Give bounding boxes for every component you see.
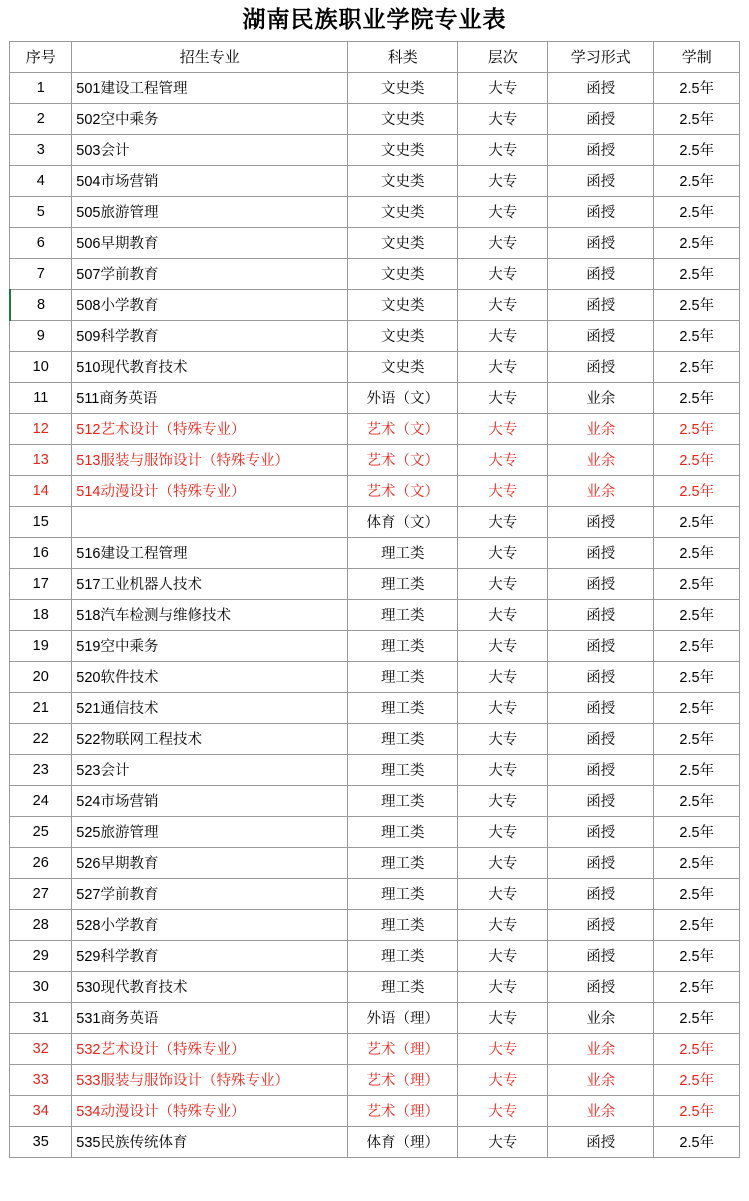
cell-duration: 2.5年 — [654, 785, 740, 816]
cell-index: 13 — [10, 444, 72, 475]
cell-study-form: 函授 — [548, 289, 654, 320]
table-row — [10, 785, 740, 816]
cell-major: 518汽车检测与维修技术 — [72, 599, 348, 630]
cell-study-form: 业余 — [548, 1002, 654, 1033]
cell-study-form: 函授 — [548, 537, 654, 568]
cell-duration: 2.5年 — [654, 134, 740, 165]
cell-study-form: 函授 — [548, 165, 654, 196]
cell-duration: 2.5年 — [654, 227, 740, 258]
cell-study-form: 函授 — [548, 909, 654, 940]
cell-major: 508小学教育 — [72, 289, 348, 320]
cell-index: 10 — [10, 351, 72, 382]
table-row — [10, 165, 740, 196]
cell-major: 530现代教育技术 — [72, 971, 348, 1002]
cell-level: 大专 — [458, 134, 548, 165]
cell-category: 体育（理） — [348, 1126, 458, 1157]
cell-category: 理工类 — [348, 692, 458, 723]
table-row — [10, 847, 740, 878]
cell-duration: 2.5年 — [654, 103, 740, 134]
table-header — [10, 41, 740, 72]
cell-major: 535民族传统体育 — [72, 1126, 348, 1157]
cell-major — [72, 506, 348, 537]
cell-level: 大专 — [458, 72, 548, 103]
cell-index: 17 — [10, 568, 72, 599]
cell-category: 理工类 — [348, 630, 458, 661]
cell-major: 526早期教育 — [72, 847, 348, 878]
cell-major: 501建设工程管理 — [72, 72, 348, 103]
cell-duration: 2.5年 — [654, 692, 740, 723]
cell-duration: 2.5年 — [654, 661, 740, 692]
cell-category: 理工类 — [348, 971, 458, 1002]
cell-study-form: 函授 — [548, 816, 654, 847]
cell-index: 1 — [10, 72, 72, 103]
cell-major: 520软件技术 — [72, 661, 348, 692]
cell-level: 大专 — [458, 847, 548, 878]
cell-level: 大专 — [458, 475, 548, 506]
cell-category: 外语（理） — [348, 1002, 458, 1033]
cell-index: 22 — [10, 723, 72, 754]
cell-index: 6 — [10, 227, 72, 258]
table-row — [10, 661, 740, 692]
cell-category: 理工类 — [348, 785, 458, 816]
cell-category: 文史类 — [348, 134, 458, 165]
cell-category: 艺术（理） — [348, 1064, 458, 1095]
cell-duration: 2.5年 — [654, 630, 740, 661]
cell-major: 524市场营销 — [72, 785, 348, 816]
cell-index: 20 — [10, 661, 72, 692]
cell-major: 529科学教育 — [72, 940, 348, 971]
cell-study-form: 业余 — [548, 382, 654, 413]
table-row — [10, 537, 740, 568]
cell-category: 文史类 — [348, 227, 458, 258]
table-header-row — [10, 41, 740, 72]
cell-major: 512艺术设计（特殊专业） — [72, 413, 348, 444]
cell-major: 531商务英语 — [72, 1002, 348, 1033]
cell-category: 文史类 — [348, 103, 458, 134]
cell-study-form: 业余 — [548, 1064, 654, 1095]
cell-duration: 2.5年 — [654, 1126, 740, 1157]
cell-study-form: 函授 — [548, 847, 654, 878]
cell-duration: 2.5年 — [654, 475, 740, 506]
cell-index: 18 — [10, 599, 72, 630]
table-row — [10, 258, 740, 289]
column-header-index: 序号 — [10, 41, 72, 72]
table-row — [10, 692, 740, 723]
cell-level: 大专 — [458, 444, 548, 475]
table-row — [10, 1095, 740, 1126]
column-header-major: 招生专业 — [72, 41, 348, 72]
cell-study-form: 函授 — [548, 351, 654, 382]
cell-index: 14 — [10, 475, 72, 506]
cell-level: 大专 — [458, 258, 548, 289]
cell-category: 理工类 — [348, 599, 458, 630]
cell-level: 大专 — [458, 692, 548, 723]
cell-duration: 2.5年 — [654, 568, 740, 599]
cell-index: 32 — [10, 1033, 72, 1064]
table-row — [10, 475, 740, 506]
cell-category: 文史类 — [348, 72, 458, 103]
cell-duration: 2.5年 — [654, 754, 740, 785]
cell-major: 525旅游管理 — [72, 816, 348, 847]
cell-category: 文史类 — [348, 289, 458, 320]
cell-study-form: 函授 — [548, 971, 654, 1002]
cell-study-form: 函授 — [548, 878, 654, 909]
table-row — [10, 1126, 740, 1157]
cell-index: 24 — [10, 785, 72, 816]
cell-category: 艺术（理） — [348, 1033, 458, 1064]
cell-major: 502空中乘务 — [72, 103, 348, 134]
cell-index: 31 — [10, 1002, 72, 1033]
cell-study-form: 业余 — [548, 1033, 654, 1064]
table-row — [10, 754, 740, 785]
cell-duration: 2.5年 — [654, 723, 740, 754]
cell-duration: 2.5年 — [654, 320, 740, 351]
cell-index: 7 — [10, 258, 72, 289]
cell-index: 26 — [10, 847, 72, 878]
cell-category: 理工类 — [348, 816, 458, 847]
cell-category: 艺术（文） — [348, 475, 458, 506]
cell-study-form: 业余 — [548, 444, 654, 475]
majors-table — [9, 41, 741, 1158]
cell-category: 文史类 — [348, 351, 458, 382]
table-row — [10, 568, 740, 599]
cell-study-form: 函授 — [548, 227, 654, 258]
cell-study-form: 函授 — [548, 692, 654, 723]
cell-category: 理工类 — [348, 661, 458, 692]
cell-index: 5 — [10, 196, 72, 227]
table-row — [10, 878, 740, 909]
cell-level: 大专 — [458, 1064, 548, 1095]
column-header-level: 层次 — [458, 41, 548, 72]
cell-duration: 2.5年 — [654, 940, 740, 971]
cell-study-form: 函授 — [548, 754, 654, 785]
cell-major: 519空中乘务 — [72, 630, 348, 661]
cell-category: 文史类 — [348, 320, 458, 351]
cell-category: 理工类 — [348, 537, 458, 568]
cell-index: 33 — [10, 1064, 72, 1095]
cell-level: 大专 — [458, 661, 548, 692]
table-row — [10, 227, 740, 258]
cell-level: 大专 — [458, 413, 548, 444]
cell-index: 34 — [10, 1095, 72, 1126]
cell-duration: 2.5年 — [654, 847, 740, 878]
cell-study-form: 业余 — [548, 1095, 654, 1126]
table-row — [10, 971, 740, 1002]
cell-category: 理工类 — [348, 847, 458, 878]
cell-index: 23 — [10, 754, 72, 785]
cell-level: 大专 — [458, 568, 548, 599]
cell-duration: 2.5年 — [654, 537, 740, 568]
cell-index: 27 — [10, 878, 72, 909]
cell-level: 大专 — [458, 971, 548, 1002]
table-row — [10, 909, 740, 940]
cell-duration: 2.5年 — [654, 289, 740, 320]
cell-category: 文史类 — [348, 165, 458, 196]
cell-index: 29 — [10, 940, 72, 971]
table-row — [10, 103, 740, 134]
table-row — [10, 196, 740, 227]
cell-duration: 2.5年 — [654, 1002, 740, 1033]
cell-level: 大专 — [458, 506, 548, 537]
cell-category: 外语（文） — [348, 382, 458, 413]
cell-category: 体育（文） — [348, 506, 458, 537]
cell-category: 理工类 — [348, 878, 458, 909]
cell-major: 507学前教育 — [72, 258, 348, 289]
cell-level: 大专 — [458, 723, 548, 754]
table-row — [10, 289, 740, 320]
cell-major: 532艺术设计（特殊专业） — [72, 1033, 348, 1064]
cell-duration: 2.5年 — [654, 382, 740, 413]
cell-category: 理工类 — [348, 723, 458, 754]
cell-major: 511商务英语 — [72, 382, 348, 413]
cell-major: 514动漫设计（特殊专业） — [72, 475, 348, 506]
cell-index: 9 — [10, 320, 72, 351]
cell-index: 16 — [10, 537, 72, 568]
cell-major: 509科学教育 — [72, 320, 348, 351]
cell-study-form: 函授 — [548, 506, 654, 537]
cell-index: 4 — [10, 165, 72, 196]
cell-study-form: 函授 — [548, 196, 654, 227]
cell-level: 大专 — [458, 227, 548, 258]
cell-major: 523会计 — [72, 754, 348, 785]
cell-level: 大专 — [458, 785, 548, 816]
cell-major: 517工业机器人技术 — [72, 568, 348, 599]
table-row — [10, 134, 740, 165]
cell-study-form: 函授 — [548, 785, 654, 816]
cell-major: 504市场营销 — [72, 165, 348, 196]
cell-duration: 2.5年 — [654, 165, 740, 196]
cell-level: 大专 — [458, 1002, 548, 1033]
column-header-duration: 学制 — [654, 41, 740, 72]
cell-level: 大专 — [458, 1033, 548, 1064]
cell-study-form: 函授 — [548, 320, 654, 351]
column-header-study-form: 学习形式 — [548, 41, 654, 72]
table-row — [10, 382, 740, 413]
cell-duration: 2.5年 — [654, 816, 740, 847]
table-row — [10, 1064, 740, 1095]
cell-level: 大专 — [458, 289, 548, 320]
cell-index: 21 — [10, 692, 72, 723]
cell-category: 文史类 — [348, 196, 458, 227]
cell-category: 理工类 — [348, 754, 458, 785]
cell-major: 522物联网工程技术 — [72, 723, 348, 754]
cell-duration: 2.5年 — [654, 258, 740, 289]
table-row — [10, 599, 740, 630]
cell-major: 533服装与服饰设计（特殊专业） — [72, 1064, 348, 1095]
cell-study-form: 函授 — [548, 630, 654, 661]
cell-index: 28 — [10, 909, 72, 940]
cell-study-form: 函授 — [548, 103, 654, 134]
column-header-category: 科类 — [348, 41, 458, 72]
cell-major: 510现代教育技术 — [72, 351, 348, 382]
cell-level: 大专 — [458, 351, 548, 382]
cell-index: 35 — [10, 1126, 72, 1157]
cell-level: 大专 — [458, 537, 548, 568]
cell-study-form: 函授 — [548, 723, 654, 754]
cell-study-form: 函授 — [548, 1126, 654, 1157]
table-row — [10, 506, 740, 537]
cell-duration: 2.5年 — [654, 72, 740, 103]
cell-level: 大专 — [458, 909, 548, 940]
cell-major: 528小学教育 — [72, 909, 348, 940]
cell-duration: 2.5年 — [654, 1033, 740, 1064]
cell-level: 大专 — [458, 878, 548, 909]
cell-level: 大专 — [458, 940, 548, 971]
cell-category: 艺术（文） — [348, 413, 458, 444]
table-row — [10, 1002, 740, 1033]
cell-duration: 2.5年 — [654, 444, 740, 475]
table-row — [10, 630, 740, 661]
cell-category: 艺术（文） — [348, 444, 458, 475]
cell-duration: 2.5年 — [654, 506, 740, 537]
cell-duration: 2.5年 — [654, 971, 740, 1002]
cell-duration: 2.5年 — [654, 599, 740, 630]
cell-category: 理工类 — [348, 909, 458, 940]
cell-study-form: 函授 — [548, 661, 654, 692]
cell-index: 25 — [10, 816, 72, 847]
cell-level: 大专 — [458, 382, 548, 413]
cell-index: 12 — [10, 413, 72, 444]
cell-duration: 2.5年 — [654, 413, 740, 444]
table-row — [10, 723, 740, 754]
table-row — [10, 1033, 740, 1064]
cell-level: 大专 — [458, 599, 548, 630]
cell-study-form: 函授 — [548, 599, 654, 630]
cell-duration: 2.5年 — [654, 196, 740, 227]
table-row — [10, 72, 740, 103]
cell-major: 513服装与服饰设计（特殊专业） — [72, 444, 348, 475]
table-row — [10, 413, 740, 444]
cell-index: 8 — [10, 289, 72, 320]
cell-category: 理工类 — [348, 940, 458, 971]
cell-level: 大专 — [458, 816, 548, 847]
table-row — [10, 351, 740, 382]
cell-study-form: 业余 — [548, 413, 654, 444]
cell-index: 15 — [10, 506, 72, 537]
cell-study-form: 业余 — [548, 475, 654, 506]
cell-level: 大专 — [458, 754, 548, 785]
cell-study-form: 函授 — [548, 258, 654, 289]
cell-major: 534动漫设计（特殊专业） — [72, 1095, 348, 1126]
cell-category: 文史类 — [348, 258, 458, 289]
cell-major: 505旅游管理 — [72, 196, 348, 227]
cell-duration: 2.5年 — [654, 351, 740, 382]
cell-study-form: 函授 — [548, 134, 654, 165]
cell-duration: 2.5年 — [654, 878, 740, 909]
cell-level: 大专 — [458, 103, 548, 134]
cell-category: 艺术（理） — [348, 1095, 458, 1126]
table-row — [10, 940, 740, 971]
cell-level: 大专 — [458, 1126, 548, 1157]
cell-major: 516建设工程管理 — [72, 537, 348, 568]
cell-index: 30 — [10, 971, 72, 1002]
cell-level: 大专 — [458, 165, 548, 196]
table-row — [10, 320, 740, 351]
cell-index: 2 — [10, 103, 72, 134]
cell-major: 521通信技术 — [72, 692, 348, 723]
cell-level: 大专 — [458, 1095, 548, 1126]
cell-major: 503会计 — [72, 134, 348, 165]
cell-index: 11 — [10, 382, 72, 413]
table-row — [10, 444, 740, 475]
cell-index: 3 — [10, 134, 72, 165]
page-title: 湖南民族职业学院专业表 — [242, 6, 507, 33]
cell-duration: 2.5年 — [654, 1064, 740, 1095]
cell-level: 大专 — [458, 320, 548, 351]
cell-level: 大专 — [458, 196, 548, 227]
cell-duration: 2.5年 — [654, 1095, 740, 1126]
cell-major: 506早期教育 — [72, 227, 348, 258]
table-row — [10, 816, 740, 847]
cell-study-form: 函授 — [548, 940, 654, 971]
cell-study-form: 函授 — [548, 568, 654, 599]
cell-index: 19 — [10, 630, 72, 661]
cell-duration: 2.5年 — [654, 909, 740, 940]
cell-category: 理工类 — [348, 568, 458, 599]
cell-major: 527学前教育 — [72, 878, 348, 909]
cell-level: 大专 — [458, 630, 548, 661]
cell-study-form: 函授 — [548, 72, 654, 103]
table-body — [10, 72, 740, 1157]
